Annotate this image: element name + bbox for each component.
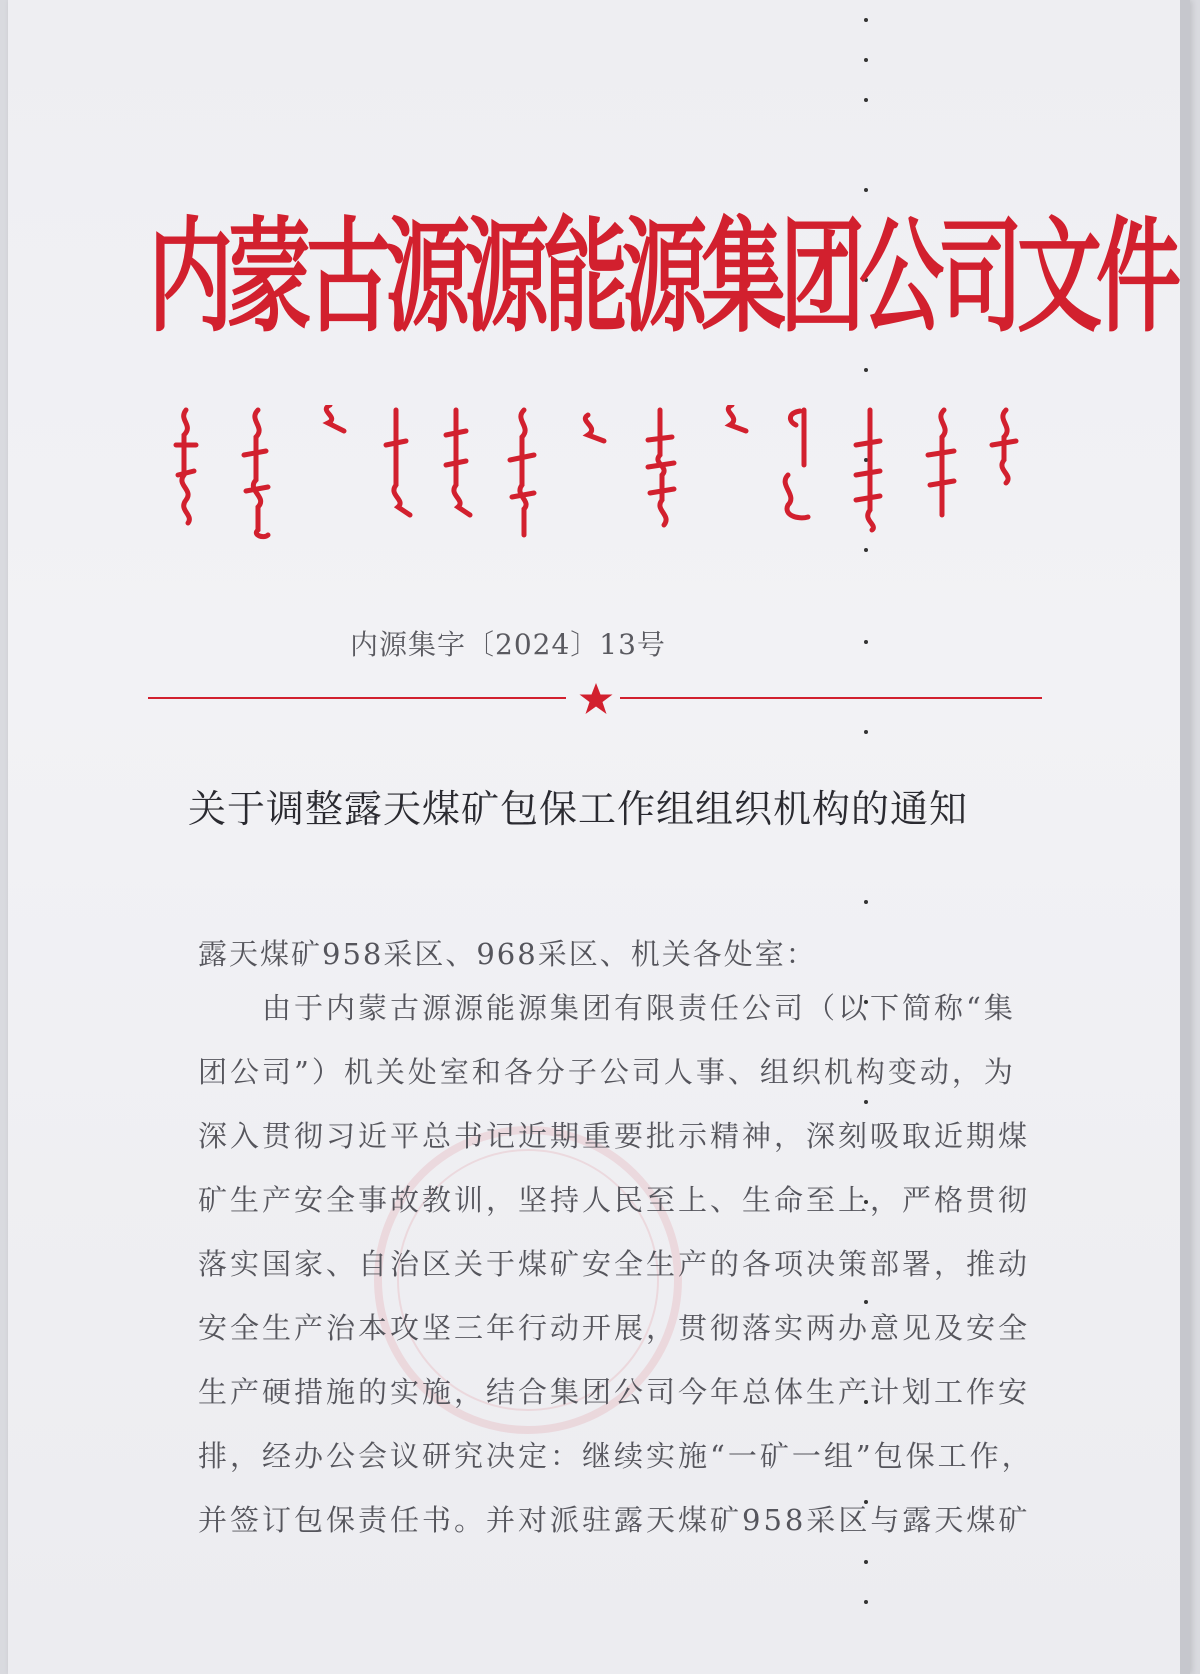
body-line: 由于内蒙古源源能源集团有限责任公司（以下简称“集: [262, 991, 1016, 1025]
separator-rule-left: [148, 697, 566, 699]
notice-body: [198, 991, 1034, 1568]
notice-title: 关于调整露天煤矿包保工作组组织机构的通知: [188, 787, 969, 831]
salutation: 露天煤矿958采区、968采区、机关各处室：: [198, 937, 817, 971]
body-line: 矿生产安全事故教训，坚持人民至上、生命至上，严格贯彻: [198, 1183, 1031, 1217]
mongolian-script-name: [148, 405, 1048, 545]
body-line: 深入贯彻习近平总书记近期重要批示精神，深刻吸取近期煤: [198, 1119, 1031, 1153]
star-icon: [578, 681, 614, 717]
paper-edge: [1180, 0, 1190, 1674]
body-line: 团公司”）机关处室和各分子公司人事、组织机构变动，为: [198, 1055, 1016, 1089]
body-line: 安全生产治本攻坚三年行动开展，贯彻落实两办意见及安全: [198, 1311, 1031, 1345]
document-page: [8, 0, 1190, 1674]
body-line: 并签订包保责任书。并对派驻露天煤矿958采区与露天煤矿: [198, 1503, 1031, 1537]
document-number: 内源集字〔2024〕13号: [350, 628, 666, 661]
body-line: 落实国家、自治区关于煤矿安全生产的各项决策部署，推动: [198, 1247, 1031, 1281]
body-line: 排，经办公会议研究决定：继续实施“一矿一组”包保工作，: [198, 1439, 1034, 1473]
separator-rule-right: [620, 697, 1042, 699]
body-line: 生产硬措施的实施，结合集团公司今年总体生产计划工作安: [198, 1375, 1031, 1409]
masthead-title: 内蒙古源源能源集团公司文件: [148, 205, 1176, 351]
